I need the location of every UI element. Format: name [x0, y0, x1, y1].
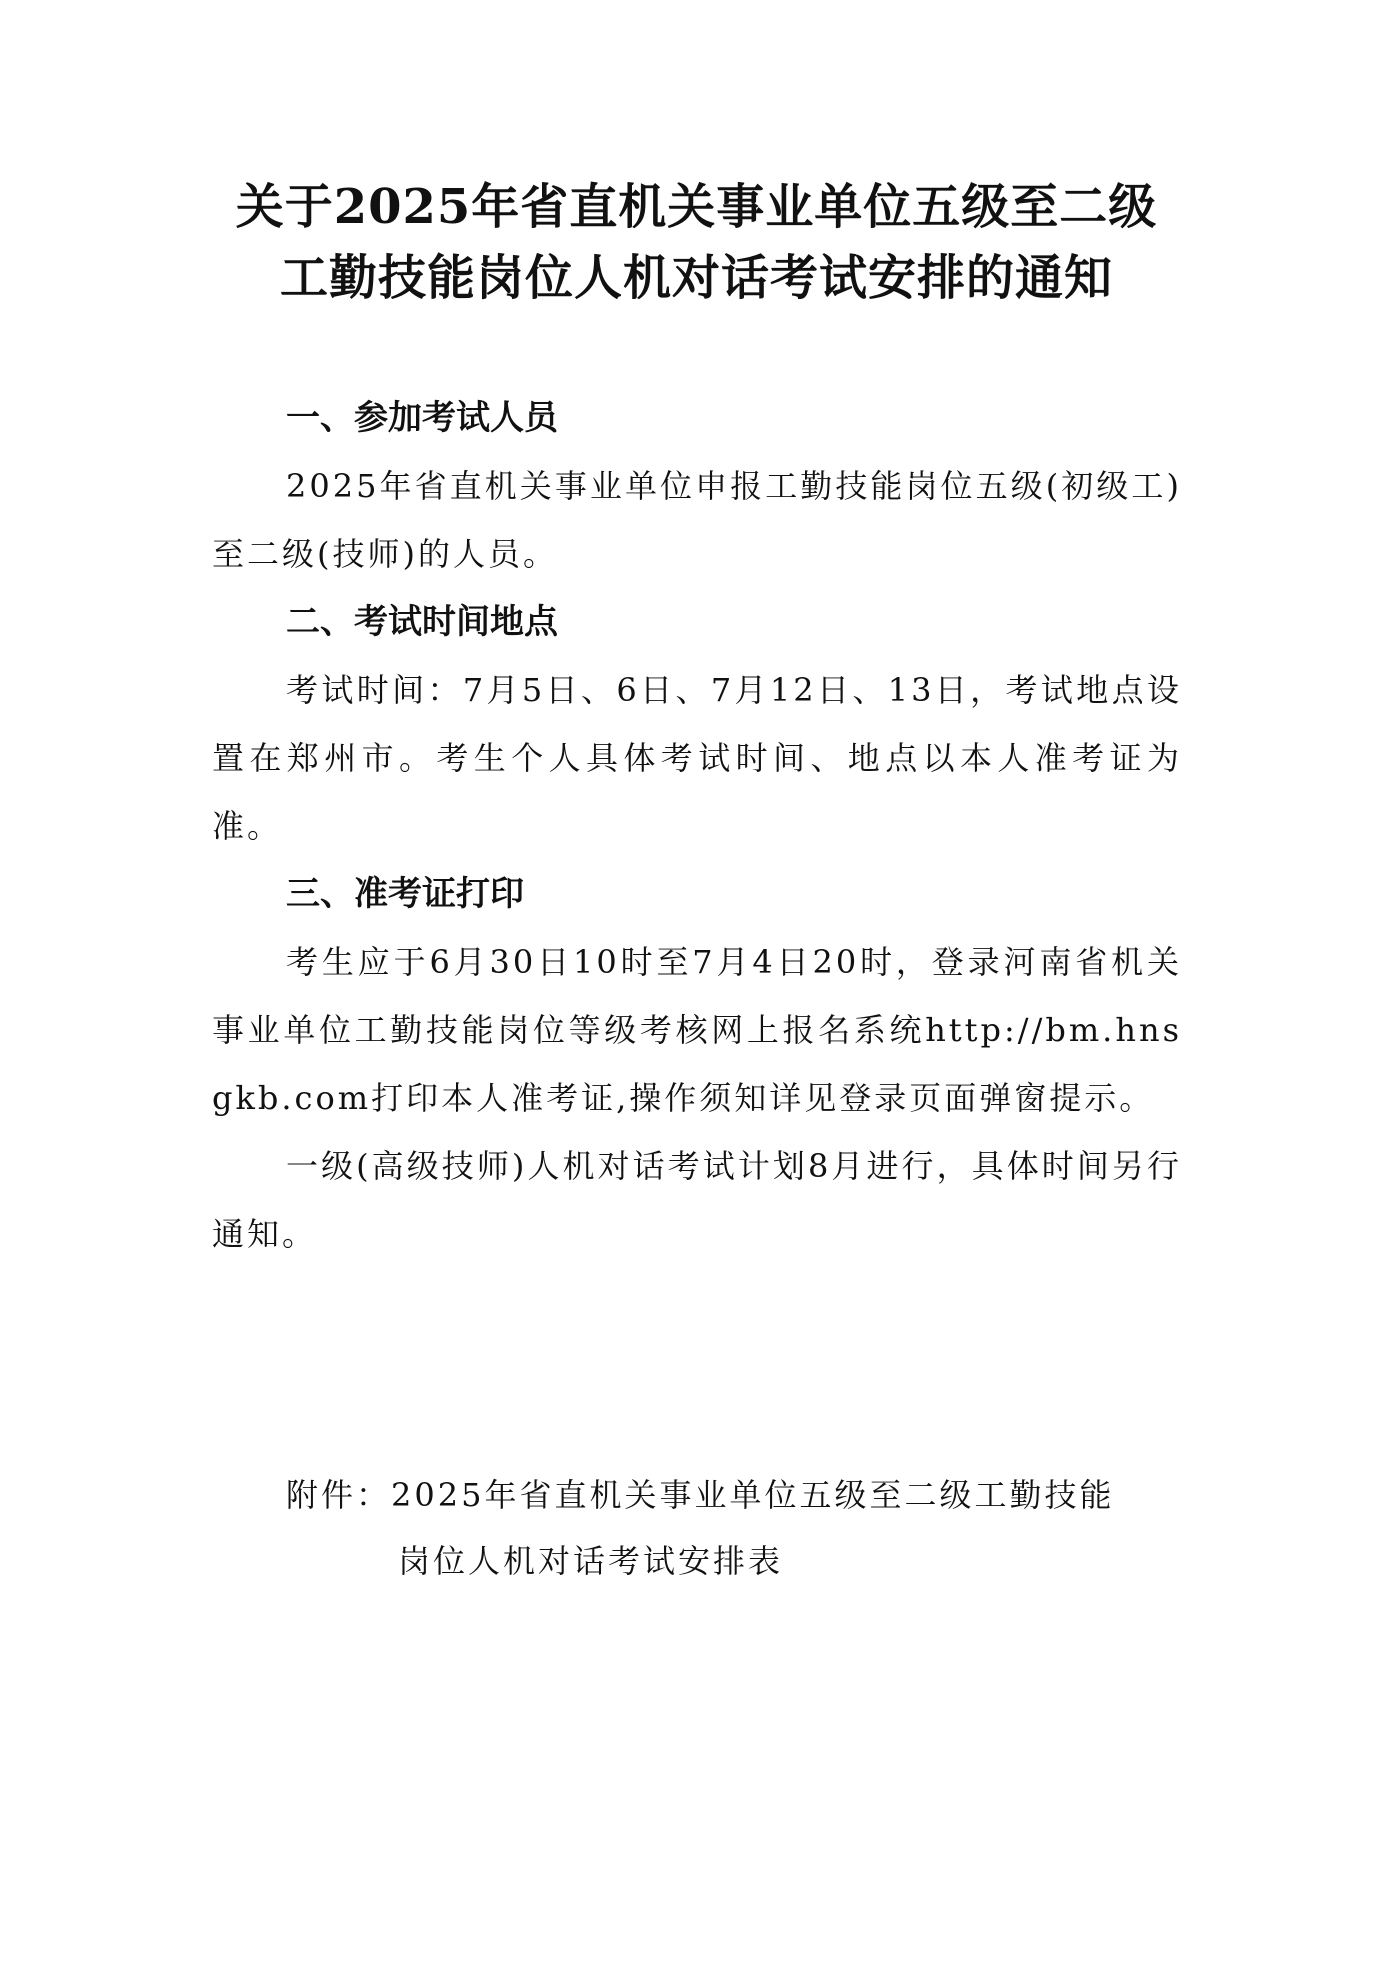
attachment-line-1: 附件：2025年省直机关事业单位五级至二级工勤技能 — [286, 1476, 1115, 1514]
section-time-location — [212, 588, 1182, 860]
document-title-line-1: 关于2025年省直机关事业单位五级至二级 — [235, 179, 1158, 235]
section-heading: 一、参加考试人员 — [286, 398, 558, 438]
section-heading: 二、考试时间地点 — [286, 602, 558, 642]
attachment-note — [286, 1462, 1166, 1594]
section-paragraph: 考生应于6月30日10时至7月4日20时，登录河南省机关事业单位工勤技能岗位等级考核网上报名系统http://bm.hnsgkb.com打印本人准考证,操作须知详见登录页面弹窗提示。 — [212, 943, 1182, 1117]
section-participants — [212, 384, 1182, 588]
section-paragraph: 一级(高级技师)人机对话考试计划8月进行，具体时间另行通知。 — [212, 1147, 1182, 1253]
document-title-line-2: 工勤技能岗位人机对话考试安排的通知 — [279, 250, 1113, 306]
section-paragraph: 2025年省直机关事业单位申报工勤技能岗位五级(初级工)至二级(技师)的人员。 — [212, 467, 1182, 573]
document-body — [212, 384, 1182, 1268]
section-admission-ticket — [212, 860, 1182, 1268]
attachment-line-2: 岗位人机对话考试安排表 — [398, 1542, 784, 1580]
section-heading: 三、准考证打印 — [286, 874, 524, 914]
section-paragraph: 考试时间：7月5日、6日、7月12日、13日，考试地点设置在郑州市。考生个人具体考试时间、地点以本人准考证为准。 — [212, 671, 1182, 845]
